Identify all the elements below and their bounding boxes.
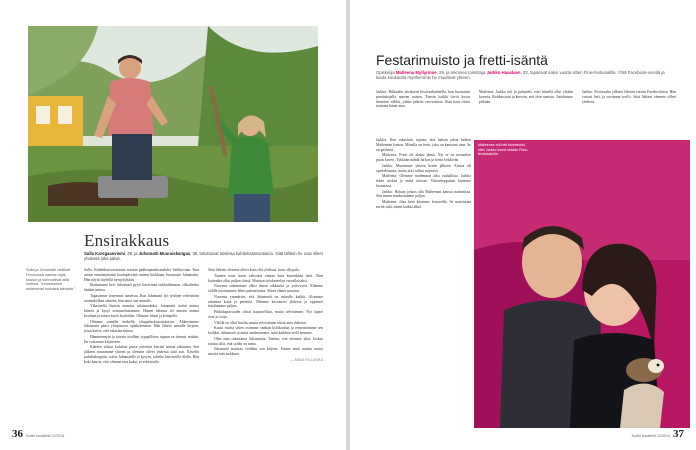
photo-caption: Sulla ja Juhamatti viettivät Porvoossa vanhan kylä-koulun ja kunnostivat siitä kotinsa. "Innostumme molemmat hulluista ideoista." [26,268,76,292]
byline: — ANNA KILLANRA [290,357,323,362]
lede-text: , 39, tutustuivat toisiinsa kahdeksasvuotiaina. Siitä lähtien he ovat olleet yhdessä joka päivä. [84,251,323,262]
page-number: 36 [12,428,23,440]
paragraph: Sulla: Kahdeksasvuotiaana muutin pääkaupunkiseudulta Vaikkyvaan. Kun astuin ensimmäisenä koulupäivänä uuteen luokkaan, huomasin Juhamatin. Hän näytti täydellä hymyilyltään. [84,268,199,282]
paragraph: Jarkko: Festivaalin jälkeen lähetin viestin Facebookissa. Hän vastasi heti, ja sovimme treffit. Siitä lähtien olemme olleet yhdessä. [582,90,676,104]
lede-name: Matleena Myllyrinne [395,70,437,75]
couple-photo-illustration [474,140,690,428]
body-column-2 [479,90,573,138]
paragraph: Jarkko: Haluan joskus olla Matleenan kanssa naimisissa. Sitä ennen matkustamme paljon. [376,189,471,199]
paragraph: Tapasimme toisemme tunteista. Kun Juhamatti lyö tyttöjen vedettävän ranneakelkan ranteen, hän antoi sen minulle. [84,293,199,303]
paragraph: Matleena: Jarkko tuli ja puhutteli, ettei hänellä ollut yhtään kaveria. Rohkaistuin ja kerroin, että olen samoin. Juttelimme pitkään. [479,90,573,104]
paragraph: Ihastuimme heti. Juhamatti pyysi kaveriaan tarkkailemaan, vilkuileeko hänkin minua. [84,283,199,292]
page-folio [12,428,64,440]
page-number: 37 [673,428,684,440]
lede-text: , 33, tapasivat kaksi vuotta sitten Flow-festivaalilla. Yhtä Facebook-viestiä ja kuuta kuukautta myöhemmin he muuttivat yhteen. [376,70,665,81]
paragraph: Olen aina rakastanut Juhamattia. Tuntuu, että olemme yhtä. Joskus tuntuu siltä, että sydän on sama. [208,336,323,346]
body-column-1 [84,268,199,424]
paragraph: Olimme samalla hetkellä ylioppilaskirjoituksissa. Ahkeroimme Juhamatti pääsi yliopistoon opiskelemaan. Hän lähetti minulle kirjeen, jossa kertoi, että rakastaa minua. [84,319,199,333]
couple-garden-photo [28,26,318,222]
body-column-2 [208,268,323,424]
lede-name: Sulla Karsgaanviemi [84,251,125,256]
magazine-issue: Kodin kuvalehti 12/2014 [26,434,65,438]
paragraph: Pikkulapsivuodet olivat haasteellisia, mutta selvisimme. Nyt lapset ovat jo isoja. [208,310,323,319]
paragraph: Siitä lähtien olemme olleet kuin olla yhdessä, kuin olla pala. [208,268,300,272]
paragraph: Jarkko: Rikkaalla yksikseni festivaalialueella, kun huomasin puntinkojalla nuoren naisen. Tunsin kaikki tiiviit kuvat ihmisten väliltä, joihin jatkoin vetovoimaa. Ihan kuin olisin tuntenut hänet aina. [376,90,470,109]
photo-caption: Matleenan tuli heti tunnetuksi, ettei Jarkko tunne ketään Flow-festivaaleilla. [478,143,528,157]
article-body-top [376,90,676,138]
garden-photo-illustration [28,26,318,222]
paragraph: Kuusi vuotta sitten ostimme vanhan kyläkoulun ja remontoimme sen kodiksi. Juhamatti ja minä unelmoimme, mitä kaikkea vielä teemme. [208,326,323,335]
article-body [84,268,324,424]
paragraph: Jarkko: Muutimme yhteen kesän jälkeen. Alussa oli opettelemista, mutta arki rullasi nopeasti. [376,163,471,173]
lede-name: Jarkko Haaslaen [486,70,521,75]
magazine-issue: Kodin kuvalehti 12/2014 [631,434,670,438]
left-page [0,0,346,450]
paragraph: Hämmennyin ja totesin itselleni tyyppillisen tapaan en tiennyt mitään. En vastannut kirjeeseen. [84,334,199,344]
paragraph: Jarkko: Kun rakastuin, tajusin, että haluan jakaa kaiken Matleenan kanssa. Minulla on fretti, joka on kanssani aina. Se on perhettä. [376,138,471,152]
right-page [350,0,696,450]
couple-with-ferret-photo [474,140,690,428]
paragraph: Nuorena ymmärsin, että Juhamatti on minulle kaikki. Aloimme rakentaa kotia ja perhettä. Olemme kasvaneet yhdessä ja oppineet toisiltamme paljon. [208,294,323,309]
body-column-left [376,138,471,426]
paragraph: Kahden viikon kuluttua pussa yritettiin kiertää minua aikuisina. Sen jälkeen muutimme yhteen ja olemme olleet yhdessä siitä asti. Kävelin puhelinkoppiin, soitin Juhamatille ja kysyin, tuleeko hän meille illalla. Hän koki kaurin, että olimme taas kaksi, ei sekä mulle. [84,345,199,364]
paragraph: Tunnen tosin itseni vahvaksi omaan kuin kenenkään tietä. Olen kuitenkin ollut paljon töissä. Muistan työskentelyn vaivalloiseksi. [208,273,323,283]
paragraph: Välillä on ollut huolia, mutta selvisimme niistä aina yhdessä. [214,320,307,325]
page-folio [632,428,684,440]
article-lede [376,70,676,81]
lede-name: Juhamatti Muuraiskangas [138,251,191,256]
article-body-left [376,138,471,426]
body-column-1 [376,90,470,138]
paragraph: Nuorena suhteemme alkoi ilman rakkautta ja ystävyyttä. Elämme välillä toisistamme lähes pakotettuina. Sitten elämä muuttui. [208,284,323,293]
lede-text: , 39, ja [124,251,139,256]
paragraph: Yläasteella ihastus muuttui salaisuudeksi. Juhamatti tarttui minua käteen ja kysyi seurustelustamme. Hänen ideansa oli seurata minua kouluun ja tanssi myös kouluihin. Olimme hitaat ja kömpelöt. [84,304,199,318]
lede-text: Opiskelija [376,70,396,75]
paragraph: Matleena: Olemme molemmat aika rauhallisia. Jarkko tekee ruokaa ja minä siivoan. Viikonloppuisin käymme luonnossa. [376,174,471,188]
article-headline: Festarimuisto ja fretti-isäntä [376,52,548,68]
article-headline: Ensirakkaus [84,231,170,250]
body-column-3 [582,90,676,138]
paragraph: Matleena: Joka kesä käymme festareilla. Se muistuttaa meitä siitä, miten kaikki alkoi. [376,200,471,209]
paragraph: Matleena: Fretti oli aluksi jännä. Nyt se on minunkin paras kaveri. Tykkään nähdä Jarkon ja fretin leikkivän. [376,153,471,162]
article-lede [84,251,324,261]
lede-text: , 29, ja tekninen toimittaja [436,70,487,75]
paragraph: Juhamatti muistaa vieläkin sen kirjeen. Emme enää muista muita asioita niin tarkkaan. [208,347,323,356]
